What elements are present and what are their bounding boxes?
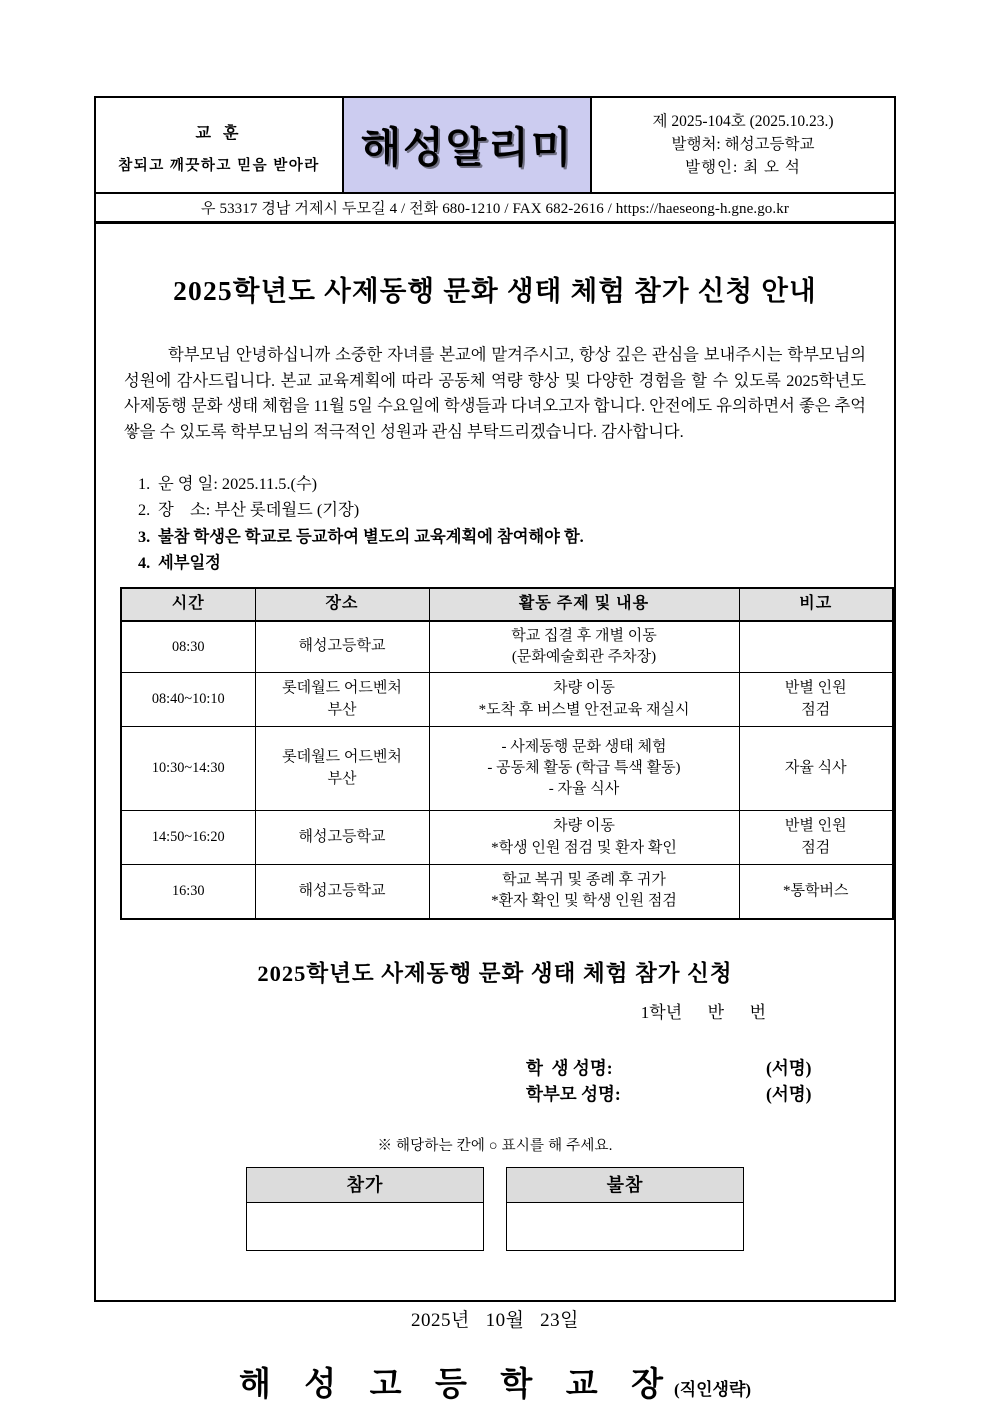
cell-place: 롯데월드 어드벤처 부산 (255, 673, 429, 727)
grade-class-number-line: 1학년 반 번 (640, 1002, 766, 1022)
list-item (138, 550, 872, 576)
table-row (121, 727, 893, 811)
checkbox-instruction: ※ 해당하는 칸에 ○ 표시를 해 주세요. (377, 1137, 613, 1154)
cell-activity (429, 865, 739, 919)
signature-fields (118, 1055, 872, 1108)
list-item-number: 4. (138, 553, 151, 573)
table-row (121, 865, 893, 919)
list-item-label: 장 소: (158, 500, 211, 520)
motto-title: 교 훈 (195, 124, 243, 142)
cell-note: 자율 식사 (739, 727, 893, 811)
newsletter-logo-block (344, 98, 592, 192)
cell-place: 해성고등학교 (255, 865, 429, 919)
choice-label-attend: 참가 (247, 1168, 483, 1203)
student-name-label: 학 생 성명: (526, 1057, 613, 1078)
document-page-frame (94, 96, 896, 1403)
document-title: 2025학년도 사제동행 문화 생태 체험 참가 신청 안내 (173, 275, 817, 306)
intro-paragraph: 학부모님 안녕하십니까 소중한 자녀를 본교에 맡겨주시고, 항상 깊은 관심을 보내주시는 학부모님의 성원에 감사드립니다. 본교 교육계획에 따라 공동체 역량 향상 및 다양한 경험을 할 수 있도록 2025학년도 사제동행 문화 생태 체험을 11월 5일 수요일에 학생들과 다녀오고자 합니다. 안전에도 유의하면서 좋은 추억 쌓을 수 있도록 학부모님의 적극적인 성원과 관심 부탁드리겠습니다. 감사합니다. (124, 345, 866, 442)
cell-activity (429, 811, 739, 865)
choice-input-absent[interactable] (507, 1203, 743, 1250)
table-row (121, 673, 893, 727)
activity-line: 학교 집결 후 개별 이동 (511, 627, 657, 644)
cell-note: *통학버스 (739, 865, 893, 919)
document-content (96, 268, 894, 1405)
choice-input-attend[interactable] (247, 1203, 483, 1250)
list-item-label: 운 영 일: (158, 473, 218, 493)
table-row (121, 621, 893, 673)
motto-text: 참되고 깨끗하고 믿음 받아라 (118, 157, 320, 174)
activity-line: 차량 이동 (553, 818, 615, 835)
activity-line: 학교 복귀 및 종례 후 귀가 (502, 872, 666, 889)
publisher-person: 발행인: 최 오 석 (685, 159, 801, 177)
cell-note: 반별 인원 점검 (739, 673, 893, 727)
info-list (118, 471, 872, 577)
list-item-number: 3. (138, 526, 151, 546)
column-header-place: 장소 (255, 588, 429, 621)
list-item-value: 2025.11.5.(수) (217, 473, 318, 493)
cell-note: 반별 인원 점검 (739, 811, 893, 865)
cell-activity (429, 621, 739, 673)
column-header-note: 비고 (739, 588, 893, 621)
principal-title: 해 성 고 등 학 교 장 (238, 1363, 675, 1403)
cell-time: 16:30 (121, 865, 255, 919)
issue-info-block (592, 98, 894, 192)
cell-place: 롯데월드 어드벤처 부산 (255, 727, 429, 811)
application-form-title: 2025학년도 사제동행 문화 생태 체험 참가 신청 (257, 960, 733, 986)
cell-time: 08:40~10:10 (121, 673, 255, 727)
school-address-bar: 우 53317 경남 거제시 두모길 4 / 전화 680-1210 / FAX 682-2616 / https://haeseong-h.gne.go.kr (96, 194, 894, 224)
publisher-org: 발행처: 해성고등학교 (671, 135, 815, 153)
parent-name-label: 학부모 성명: (526, 1084, 621, 1105)
cell-time: 14:50~16:20 (121, 811, 255, 865)
activity-line: - 자율 식사 (548, 781, 620, 798)
activity-line: - 사제동행 문화 생태 체험 (501, 738, 667, 755)
cell-time: 08:30 (121, 621, 255, 673)
newsletter-logo-text: 해성알리미 (360, 123, 574, 172)
activity-line: (문화예술회관 주차장) (511, 648, 657, 665)
column-header-activity: 활동 주제 및 내용 (429, 588, 739, 621)
activity-line: - 공동체 활동 (학급 특색 활동) (487, 759, 681, 776)
seal-omitted-note: (직인생략) (674, 1379, 752, 1399)
list-item-number: 1. (138, 473, 151, 493)
activity-line: *도착 후 버스별 안전교육 재실시 (478, 701, 690, 718)
table-header-row (121, 588, 893, 621)
cell-place: 해성고등학교 (255, 811, 429, 865)
cell-activity (429, 673, 739, 727)
cell-time: 10:30~14:30 (121, 727, 255, 811)
choice-box-attend[interactable] (246, 1167, 484, 1251)
list-item-label: 불참 학생은 학교로 등교하여 별도의 교육계획에 참여해야 함. (158, 526, 584, 546)
cell-activity (429, 727, 739, 811)
choice-box-absent[interactable] (506, 1167, 744, 1251)
school-principal-signature (118, 1358, 872, 1405)
student-signature-marker: (서명) (766, 1057, 812, 1078)
issue-date: 2025년 10월 23일 (410, 1309, 580, 1331)
activity-line: 차량 이동 (553, 680, 615, 697)
school-motto-block (96, 98, 344, 192)
list-item-value: 부산 롯데월드 (기장) (210, 500, 360, 520)
parent-signature-marker: (서명) (766, 1084, 812, 1105)
list-item-label: 세부일정 (158, 553, 221, 573)
student-name-row (526, 1055, 872, 1082)
cell-place: 해성고등학교 (255, 621, 429, 673)
column-header-time: 시간 (121, 588, 255, 621)
masthead (96, 98, 894, 194)
schedule-table-wrapper (118, 587, 872, 920)
parent-name-row (526, 1081, 872, 1108)
cell-note (739, 621, 893, 673)
list-item-number: 2. (138, 500, 151, 520)
choice-label-absent: 불참 (507, 1168, 743, 1203)
issue-number: 제 2025-104호 (2025.10.23.) (652, 112, 834, 130)
activity-line: *학생 인원 점검 및 환자 확인 (491, 839, 677, 856)
list-item (138, 471, 872, 497)
participation-choice-group (118, 1167, 872, 1251)
table-row (121, 811, 893, 865)
list-item (138, 524, 872, 550)
activity-line: *환자 확인 및 학생 인원 점검 (491, 893, 677, 910)
schedule-table (120, 587, 894, 920)
list-item (138, 497, 872, 523)
